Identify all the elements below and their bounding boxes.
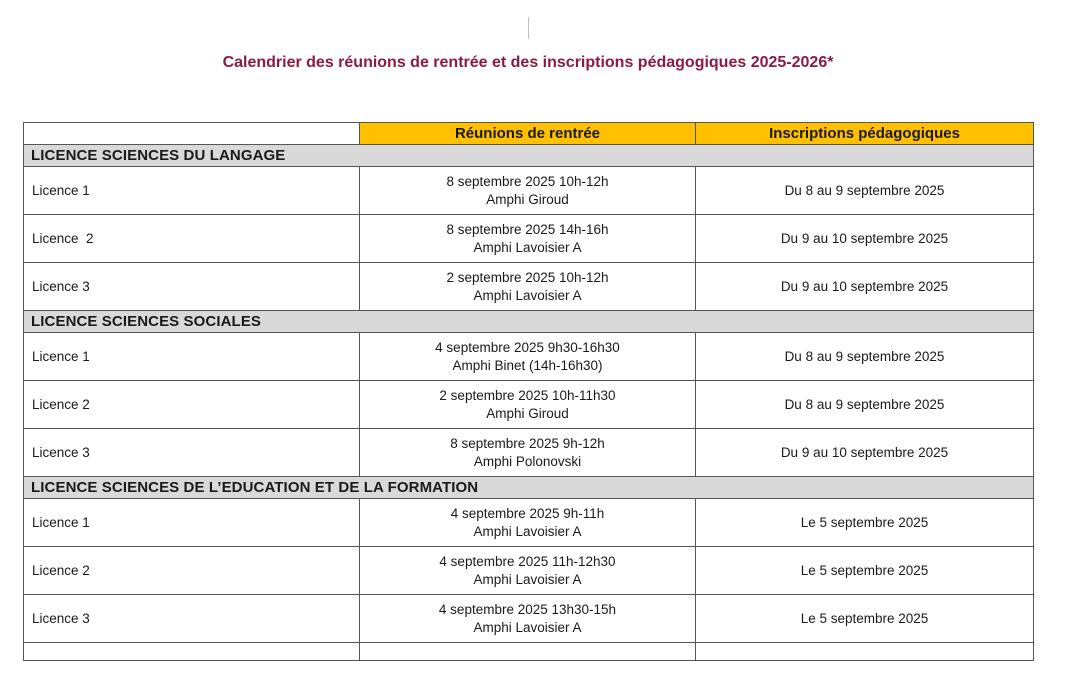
- empty-cell: [24, 643, 360, 661]
- table-row: [24, 499, 1034, 547]
- section-title: LICENCE SCIENCES DE L’EDUCATION ET DE LA FORMATION: [24, 477, 1034, 499]
- licence-label: Licence 1: [24, 333, 360, 381]
- reunion-place: Amphi Polonovski: [473, 453, 582, 469]
- inscription-cell: Du 9 au 10 septembre 2025: [696, 263, 1034, 311]
- reunion-date: 4 septembre 2025 9h30-16h30: [435, 339, 620, 355]
- inscription-cell: Le 5 septembre 2025: [696, 499, 1034, 547]
- empty-row: [24, 643, 1034, 661]
- reunion-place: Amphi Giroud: [486, 405, 569, 421]
- table-row: [24, 381, 1034, 429]
- table-row: [24, 547, 1034, 595]
- licence-label: Licence 3: [24, 595, 360, 643]
- reunion-date: 2 septembre 2025 10h-11h30: [439, 387, 616, 403]
- reunion-date: 8 septembre 2025 10h-12h: [446, 173, 609, 189]
- header-empty-cell: [24, 123, 360, 145]
- reunion-cell: [360, 263, 696, 311]
- licence-label: Licence 2: [24, 547, 360, 595]
- reunion-cell: [360, 333, 696, 381]
- table-header-row: [24, 123, 1034, 145]
- reunion-cell: [360, 547, 696, 595]
- header-inscriptions: Inscriptions pédagogiques: [696, 123, 1034, 145]
- section-header-row: [24, 477, 1034, 499]
- reunion-place: Amphi Lavoisier A: [473, 571, 582, 587]
- inscription-cell: Le 5 septembre 2025: [696, 595, 1034, 643]
- licence-label: Licence 1: [24, 499, 360, 547]
- empty-cell: [696, 643, 1034, 661]
- inscription-cell: Du 8 au 9 septembre 2025: [696, 167, 1034, 215]
- reunion-cell: [360, 499, 696, 547]
- reunion-place: Amphi Lavoisier A: [473, 523, 582, 539]
- reunion-place: Amphi Lavoisier A: [473, 287, 582, 303]
- document-title: Calendrier des réunions de rentrée et des inscriptions pédagogiques 2025-2026*: [222, 54, 834, 71]
- licence-label: Licence 2: [24, 381, 360, 429]
- reunion-date: 2 septembre 2025 10h-12h: [446, 269, 609, 285]
- inscription-cell: Du 8 au 9 septembre 2025: [696, 381, 1034, 429]
- inscription-cell: Du 9 au 10 septembre 2025: [696, 215, 1034, 263]
- reunion-date: 4 septembre 2025 9h-11h: [450, 505, 605, 521]
- reunion-place: Amphi Binet (14h-16h30): [452, 357, 603, 373]
- header-reunions: Réunions de rentrée: [360, 123, 696, 145]
- table-row: [24, 595, 1034, 643]
- licence-label: Licence 1: [24, 167, 360, 215]
- inscription-cell: Du 8 au 9 septembre 2025: [696, 333, 1034, 381]
- empty-cell: [360, 643, 696, 661]
- inscription-cell: Du 9 au 10 septembre 2025: [696, 429, 1034, 477]
- section-title: LICENCE SCIENCES SOCIALES: [24, 311, 1034, 333]
- section-header-row: [24, 311, 1034, 333]
- inscription-cell: Le 5 septembre 2025: [696, 547, 1034, 595]
- reunion-cell: [360, 381, 696, 429]
- table-row: [24, 429, 1034, 477]
- section-header-row: [24, 145, 1034, 167]
- reunion-place: Amphi Lavoisier A: [473, 619, 582, 635]
- table-row: [24, 333, 1034, 381]
- table-row: [24, 167, 1034, 215]
- reunion-place: Amphi Lavoisier A: [473, 239, 582, 255]
- section-title: LICENCE SCIENCES DU LANGAGE: [24, 145, 1034, 167]
- reunion-date: 4 septembre 2025 11h-12h30: [439, 553, 616, 569]
- reunion-cell: [360, 167, 696, 215]
- calendar-table: [23, 122, 1034, 661]
- table-row: [24, 263, 1034, 311]
- licence-label: Licence 3: [24, 429, 360, 477]
- reunion-date: 4 septembre 2025 13h30-15h: [438, 601, 617, 617]
- text-cursor: [528, 17, 529, 39]
- reunion-place: Amphi Giroud: [486, 191, 569, 207]
- licence-label: Licence 3: [24, 263, 360, 311]
- reunion-cell: [360, 429, 696, 477]
- table-row: [24, 215, 1034, 263]
- reunion-date: 8 septembre 2025 9h-12h: [450, 435, 605, 451]
- reunion-date: 8 septembre 2025 14h-16h: [446, 221, 609, 237]
- reunion-cell: [360, 215, 696, 263]
- reunion-cell: [360, 595, 696, 643]
- licence-label: Licence 2: [24, 215, 360, 263]
